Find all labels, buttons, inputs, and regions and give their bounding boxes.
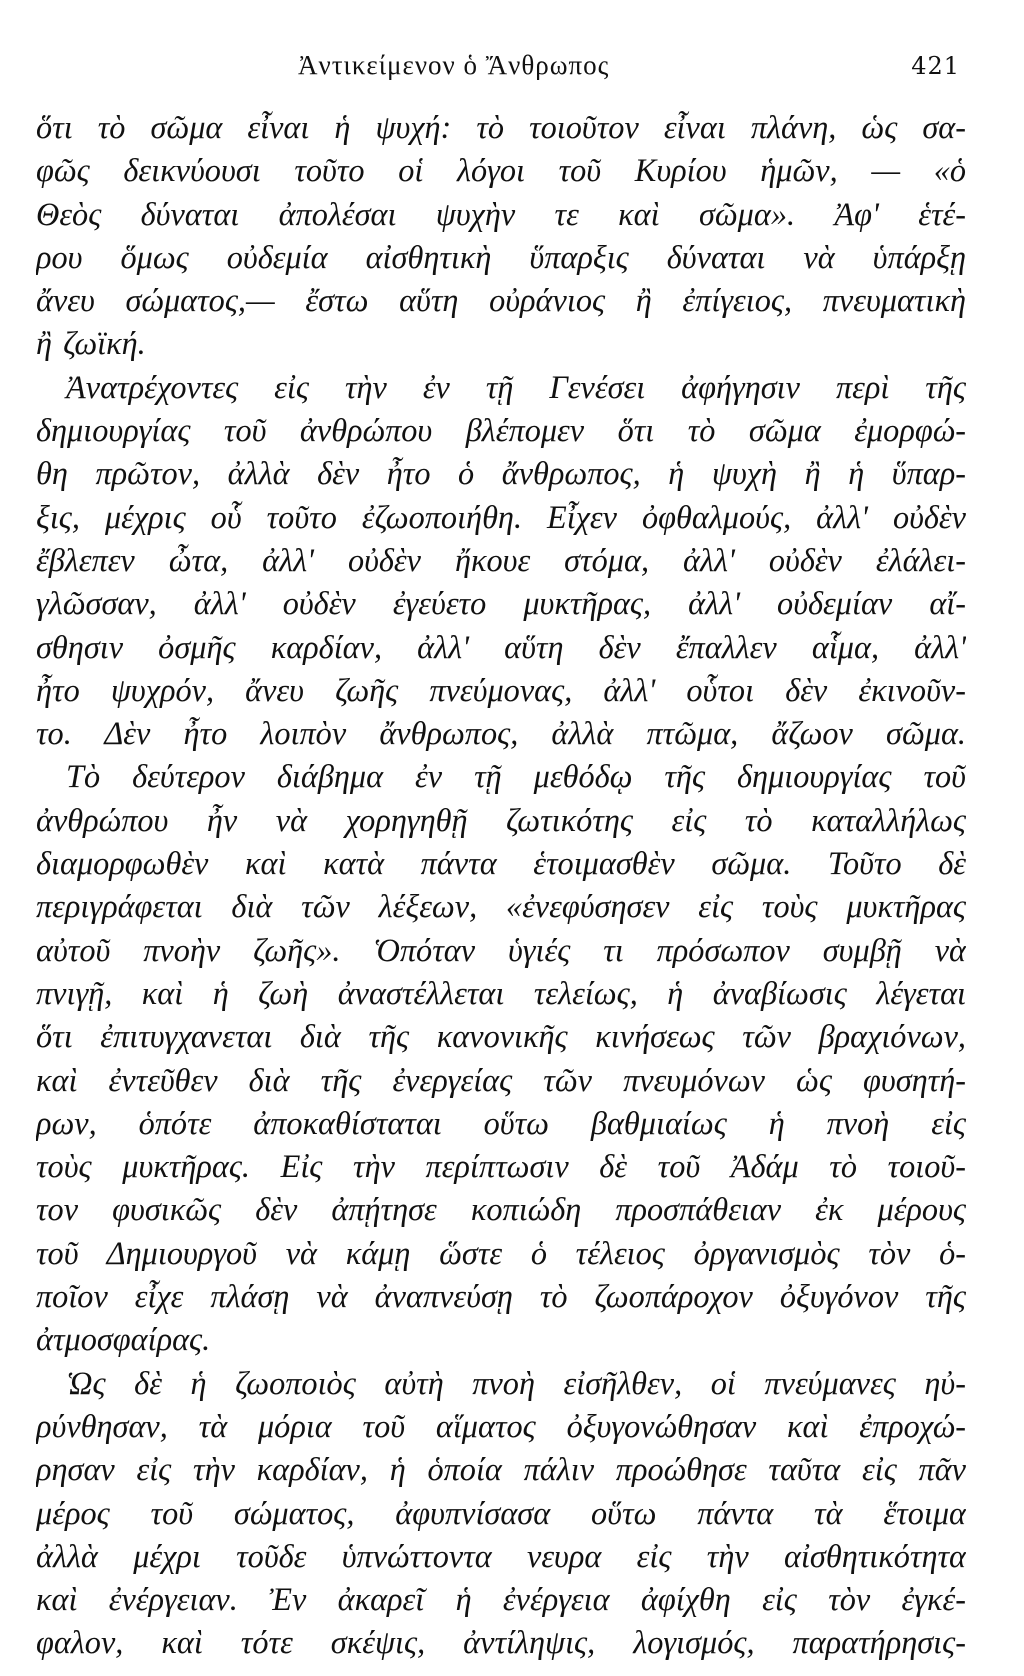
text-line: Τὸ δεύτερον διάβημα ἐν τῇ μεθόδῳ τῆς δημιουργίας τοῦ: [66, 758, 966, 795]
text-line: το. Δὲν ἦτο λοιπὸν ἄνθρωπος, ἀλλὰ πτῶμα, ἄζωον σῶμα.: [36, 715, 966, 752]
text-line: αὐτοῦ πνοὴν ζωῆς». Ὁπόταν ὑγιές τι πρόσωπον συμβῇ νὰ: [36, 931, 966, 968]
running-title: Ἀντικείμενον ὁ Ἄνθρωπος: [298, 50, 610, 80]
text-line: ρων, ὁπότε ἀποκαθίσταται οὕτω βαθμιαίως ἡ πνοὴ εἰς: [36, 1104, 966, 1141]
text-line: περιγράφεται διὰ τῶν λέξεων, «ἐνεφύσησεν εἰς τοὺς μυκτῆρας: [36, 888, 966, 925]
text-line: ὅτι ἐπιτυγχανεται διὰ τῆς κανονικῆς κινήσεως τῶν βραχιόνων,: [36, 1018, 966, 1055]
text-line: ἢ ζωϊκή.: [36, 325, 146, 362]
text-line: ὅτι τὸ σῶμα εἶναι ἡ ψυχή: τὸ τοιοῦτον εἶναι πλάνη, ὡς σα-: [36, 109, 966, 145]
text-line: ξις, μέχρις οὗ τοῦτο ἐζωοποιήθη. Εἶχεν ὀφθαλμούς, ἀλλ' οὐδὲν: [36, 498, 966, 535]
text-line: Θεὸς δύναται ἀπολέσαι ψυχὴν τε καὶ σῶμα». Ἀφ' ἑτέ-: [36, 195, 966, 232]
text-line: τον φυσικῶς δὲν ἀπῄτησε κοπιώδη προσπάθειαν ἐκ μέρους: [36, 1191, 966, 1228]
text-line: ρησαν εἰς τὴν καρδίαν, ἡ ὁποία πάλιν προώθησε ταῦτα εἰς πᾶν: [36, 1451, 966, 1488]
text-line: μέρος τοῦ σώματος, ἀφυπνίσασα οὕτω πάντα τὰ ἕτοιμα: [36, 1494, 966, 1531]
text-line: καὶ ἐνέργειαν. Ἐν ἀκαρεῖ ἡ ἐνέργεια ἀφίχθη εἰς τὸν ἐγκέ-: [36, 1581, 966, 1618]
body-text: [36, 106, 988, 1665]
text-line: ἄνευ σώματος,— ἔστω αὕτη οὐράνιος ἢ ἐπίγειος, πνευματικὴ: [36, 282, 966, 319]
text-line: σθησιν ὀσμῆς καρδίαν, ἀλλ' αὕτη δὲν ἔπαλλεν αἷμα, ἀλλ': [36, 628, 966, 665]
text-line: τοὺς μυκτῆρας. Εἰς τὴν περίπτωσιν δὲ τοῦ Ἀδάμ τὸ τοιοῦ-: [36, 1148, 966, 1185]
text-line: θη πρῶτον, ἀλλὰ δὲν ἦτο ὁ ἄνθρωπος, ἡ ψυχὴ ἢ ἡ ὕπαρ-: [36, 455, 966, 492]
text-line: ρου ὅμως οὐδεμία αἰσθητικὴ ὕπαρξις δύναται νὰ ὑπάρξῃ: [36, 238, 966, 275]
page-number: 421: [911, 52, 960, 80]
text-line: τοῦ Δημιουργοῦ νὰ κάμῃ ὥστε ὁ τέλειος ὀργανισμὸς τὸν ὁ-: [36, 1234, 966, 1271]
text-line: δημιουργίας τοῦ ἀνθρώπου βλέπομεν ὅτι τὸ σῶμα ἐμορφώ-: [36, 412, 966, 449]
text-line: ἦτο ψυχρόν, ἄνευ ζωῆς πνεύμονας, ἀλλ' οὗτοι δὲν ἐκινοῦν-: [36, 671, 966, 708]
text-line: Ἀνατρέχοντες εἰς τὴν ἐν τῇ Γενέσει ἀφήγησιν περὶ τῆς: [66, 368, 966, 405]
text-line: ἀτμοσφαίρας.: [36, 1321, 211, 1358]
text-line: ρύνθησαν, τὰ μόρια τοῦ αἵματος ὀξυγονώθησαν καὶ ἐπροχώ-: [36, 1407, 966, 1444]
running-header: [36, 36, 988, 84]
text-line: ἀνθρώπου ἦν νὰ χορηγηθῇ ζωτικότης εἰς τὸ καταλλήλως: [36, 801, 966, 838]
text-line: ποῖον εἶχε πλάσῃ νὰ ἀναπνεύσῃ τὸ ζωοπάροχον ὀξυγόνον τῆς: [36, 1278, 966, 1315]
text-line: καὶ ἐντεῦθεν διὰ τῆς ἐνεργείας τῶν πνευμόνων ὡς φυσητή-: [36, 1061, 966, 1098]
text-line: ἔβλεπεν ὦτα, ἀλλ' οὐδὲν ἤκουε στόμα, ἀλλ' οὐδὲν ἐλάλει-: [36, 541, 966, 578]
text-line: πνιγῇ, καὶ ἡ ζωὴ ἀναστέλλεται τελείως, ἡ ἀναβίωσις λέγεται: [36, 974, 966, 1011]
text-line: γλῶσσαν, ἀλλ' οὐδὲν ἐγεύετο μυκτῆρας, ἀλλ' οὐδεμίαν αἴ-: [36, 585, 966, 622]
text-line: διαμορφωθὲν καὶ κατὰ πάντα ἑτοιμασθὲν σῶμα. Τοῦτο δὲ: [36, 845, 966, 882]
text-line: ἀλλὰ μέχρι τοῦδε ὑπνώττοντα νευρα εἰς τὴν αἰσθητικότητα: [36, 1537, 966, 1574]
text-line: Ὡς δὲ ἡ ζωοποιὸς αὐτὴ πνοὴ εἰσῆλθεν, οἱ πνεύμανες ηὐ-: [66, 1364, 966, 1401]
text-line: φαλον, καὶ τότε σκέψις, ἀντίληψις, λογισμός, παρατήρησις-: [36, 1624, 966, 1661]
book-page: [36, 36, 988, 1661]
text-line: φῶς δεικνύουσι τοῦτο οἱ λόγοι τοῦ Κυρίου ἡμῶν, — «ὁ: [36, 152, 966, 189]
